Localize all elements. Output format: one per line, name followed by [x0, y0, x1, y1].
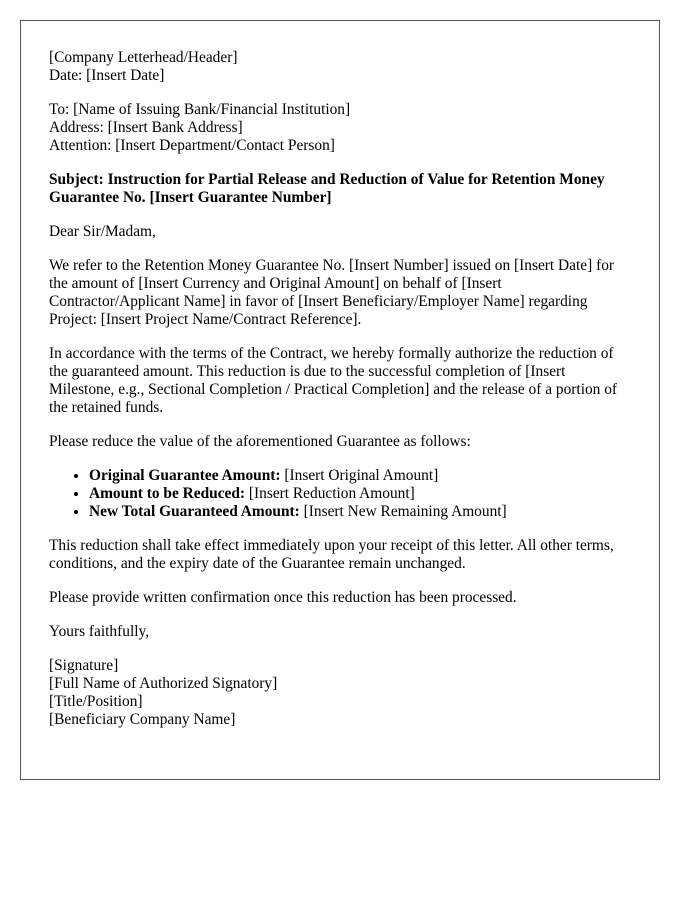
letter-page — [20, 20, 660, 780]
signature-block — [49, 657, 631, 729]
recipient-to: To: [Name of Issuing Bank/Financial Institution] — [49, 101, 351, 118]
subject-line: Subject: Instruction for Partial Release and Reduction of Value for Retention Money Guarantee No. [Insert Guarantee Number] — [49, 171, 605, 206]
letter-header — [49, 49, 631, 85]
salutation: Dear Sir/Madam, — [49, 223, 156, 240]
body-paragraph-4: This reduction shall take effect immediately upon your receipt of this letter. All other terms, conditions, and the expiry date of the Guarantee remain unchanged. — [49, 537, 614, 572]
body-paragraph-2: In accordance with the terms of the Contract, we hereby formally authorize the reduction of the guaranteed amount. This reduction is due to the successful completion of [Insert Milestone, e.g., Sectional Completion / Practical Completion] and the release of a portion of the retained funds. — [49, 345, 618, 416]
body-paragraph-1: We refer to the Retention Money Guarantee No. [Insert Number] issued on [Insert Date] for the amount of [Insert Currency and Original Amount] on behalf of [Insert Contractor/Applicant Name] in favor of [Insert Beneficiary/Employer Name] regarding Project: [Insert Project Name/Contract Reference]. — [49, 257, 615, 328]
amounts-list — [49, 467, 631, 521]
recipient-address: Address: [Insert Bank Address] — [49, 119, 243, 136]
beneficiary-company: [Beneficiary Company Name] — [49, 711, 236, 728]
body-paragraph-3: Please reduce the value of the aforementioned Guarantee as follows: — [49, 433, 471, 450]
letter-date: Date: [Insert Date] — [49, 67, 165, 84]
signatory-name: [Full Name of Authorized Signatory] — [49, 675, 278, 692]
amount-label: New Total Guaranteed Amount: — [89, 503, 300, 520]
signature-placeholder: [Signature] — [49, 657, 119, 674]
amount-value: [Insert New Remaining Amount] — [299, 503, 507, 520]
amount-label: Amount to be Reduced: — [89, 485, 246, 502]
list-item — [89, 503, 631, 521]
amount-value: [Insert Reduction Amount] — [245, 485, 415, 502]
body-paragraph-5: Please provide written confirmation once this reduction has been processed. — [49, 589, 517, 606]
signatory-title: [Title/Position] — [49, 693, 143, 710]
recipient-block — [49, 101, 631, 155]
recipient-attention: Attention: [Insert Department/Contact Person] — [49, 137, 335, 154]
closing: Yours faithfully, — [49, 623, 150, 640]
list-item — [89, 485, 631, 503]
amount-value: [Insert Original Amount] — [280, 467, 439, 484]
amount-label: Original Guarantee Amount: — [89, 467, 281, 484]
list-item — [89, 467, 631, 485]
company-letterhead: [Company Letterhead/Header] — [49, 49, 238, 66]
